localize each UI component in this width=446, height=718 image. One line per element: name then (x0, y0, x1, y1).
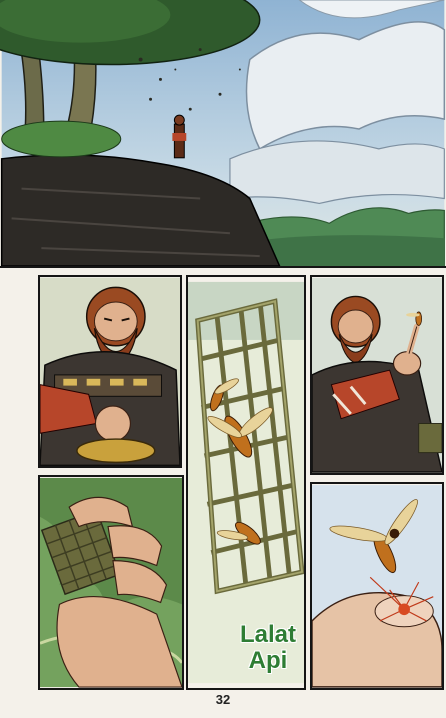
caption-box (228, 622, 306, 674)
fly-bite-illustration (312, 484, 442, 688)
warrior-illustration (40, 277, 180, 466)
caption-line-1: Lalat (239, 621, 296, 648)
caption-line-2: Api (248, 647, 288, 674)
panel-landscape (0, 0, 446, 268)
hand-cage-illustration (40, 477, 182, 688)
warrior-pointing-illustration (312, 277, 442, 473)
panel-insect-cage (186, 275, 306, 690)
panel-fly-bite (310, 482, 444, 690)
panel-warrior-closeup (38, 275, 182, 468)
panel-hand-cage (38, 475, 184, 690)
page-number: 32 (215, 692, 231, 707)
panel-warrior-pointing (310, 275, 444, 475)
landscape-illustration (0, 0, 446, 266)
